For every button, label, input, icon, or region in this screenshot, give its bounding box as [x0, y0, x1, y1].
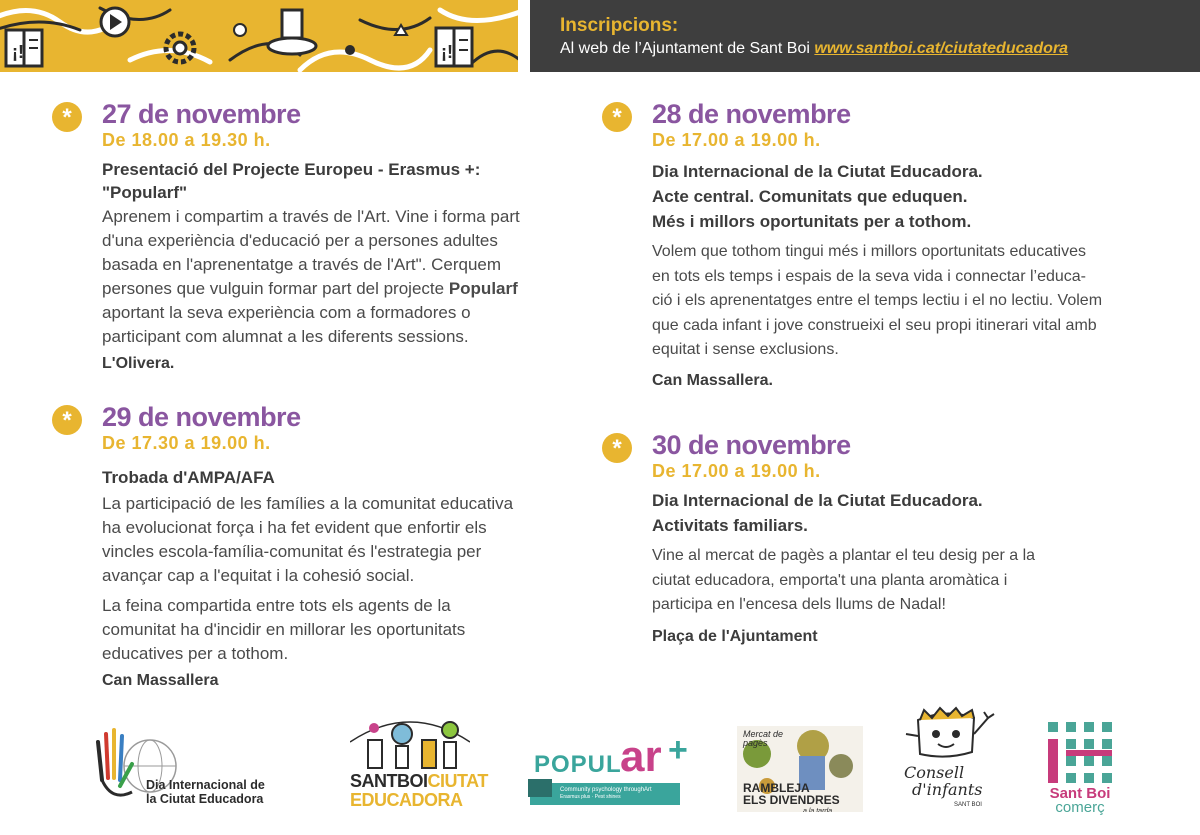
- event-title-line: Activitats familiars.: [652, 516, 808, 535]
- cup-icon: [268, 10, 316, 54]
- logo-consell-infants: [898, 704, 998, 814]
- event-date: 27 de novembre: [102, 99, 301, 129]
- logo-text: la Ciutat Educadora: [146, 792, 264, 806]
- logo-text: CIUTAT: [427, 771, 488, 791]
- project-name: Popularf: [448, 279, 518, 298]
- children-drawing-icon: [350, 712, 470, 774]
- event-body-line: participa en l'encesa dels llums de Nadal!: [652, 596, 946, 613]
- event-title-line: Més i millors oportunitats per a tothom.: [652, 212, 972, 231]
- logo-text: RAMBLEJA: [743, 781, 810, 795]
- logo-text: Dia Internacional de: [146, 778, 265, 792]
- logo-text: POPUL: [534, 751, 622, 778]
- event-body-line: Volem que tothom tingui més i millors oportunitats educatives: [652, 243, 1086, 260]
- inscriptions-line: [560, 38, 1200, 60]
- event-place: Can Massallera: [102, 672, 219, 689]
- event-body-line: avançar cap a l'equitat i la cohesió social.: [102, 566, 415, 585]
- svg-text:¡!: ¡!: [441, 42, 453, 62]
- bullet-icon: *: [602, 433, 632, 463]
- event-body-line: vincles escola-família-comunitat és l'estrategia per: [102, 542, 482, 561]
- logo-dia-internacional: [92, 722, 292, 812]
- plus-icon: +: [668, 731, 688, 769]
- event-body-line: persones que vulguin formar part del projecte Popularf: [102, 279, 518, 298]
- event-title-line: "Popularf": [102, 183, 188, 202]
- logo-text: Erasmus plus · Pest shines: [560, 794, 621, 800]
- svg-text:¡!: ¡!: [12, 42, 24, 62]
- event-time: De 17.30 a 19.00 h.: [102, 433, 271, 453]
- logo-text: SANTBOI: [350, 771, 428, 791]
- event-body-line: basada en l'aprenentatge a través de l'Art". Cerquem: [102, 255, 502, 274]
- event-body-line: La participació de les famílies a la comunitat educativa: [102, 494, 514, 513]
- logo-text: ELS DIVENDRES: [743, 793, 840, 807]
- event-body-line: Aprenem i compartim a través de l'Art. Vine i forma part: [102, 207, 520, 226]
- logo-text: comerç: [1055, 799, 1105, 816]
- logo-text: Community psychology throughArt: [560, 787, 652, 793]
- logo-text: pagès: [743, 738, 768, 748]
- event-body-line: La feina compartida entre tots els agents de la: [102, 596, 451, 615]
- logo-santboi-ciutat-educadora: [342, 712, 492, 812]
- logo-text: Mercat de: [743, 729, 784, 739]
- event-title-line: Dia Internacional de la Ciutat Educadora.: [652, 162, 983, 181]
- book-icon: [6, 30, 42, 66]
- event-body-line: educatives per a tothom.: [102, 644, 289, 663]
- header-illustration: [0, 0, 518, 72]
- event-title: Trobada d'AMPA/AFA: [102, 468, 275, 487]
- logo-text: d'infants: [912, 780, 983, 799]
- inscriptions-banner: [530, 0, 1200, 72]
- event-time: De 17.00 a 19.00 h.: [652, 461, 821, 481]
- event-place: Can Massallera.: [652, 371, 773, 389]
- event-body-line: Vine al mercat de pagès a plantar el teu desig per a la: [652, 547, 1036, 564]
- play-icon: [101, 8, 129, 36]
- event-title-line: Acte central. Comunitats que eduquen.: [652, 187, 968, 206]
- logo-rambleja: [737, 726, 863, 812]
- comerc-grid-icon: [1048, 722, 1112, 784]
- inscriptions-link[interactable]: www.santboi.cat/ciutateducadora: [814, 40, 1069, 57]
- bullet-icon: *: [602, 102, 632, 132]
- event-date: 30 de novembre: [652, 430, 851, 460]
- event-body-line: ció i els aprenentatges entre el temps lectiu i el no lectiu. Volem: [652, 292, 1103, 309]
- event-body-line: participant com alumnat a les diferents sessions.: [102, 327, 469, 346]
- book-icon: [436, 28, 472, 66]
- event-body-line: d'una experiència d'educació per a persones adultes: [102, 231, 498, 250]
- event-date: 29 de novembre: [102, 402, 301, 432]
- logo-santboi-comerc: [1044, 722, 1116, 814]
- inscriptions-text: Al web de l’Ajuntament de Sant Boi: [560, 40, 810, 57]
- bullet-icon: *: [52, 102, 82, 132]
- event-title-line: Presentació del Projecte Europeu - Erasmus +:: [102, 160, 481, 179]
- event-28-novembre: [652, 99, 1172, 392]
- kid-face-icon: [898, 704, 996, 764]
- popular-banner: [530, 783, 680, 805]
- event-body-line: comunitat ha d'incidir en millorar les oportunitats: [102, 620, 466, 639]
- event-29-novembre: [102, 402, 572, 692]
- books-icon: [528, 779, 552, 797]
- event-body-line: ha evolucionat força i ha fet evident que enfortir els: [102, 518, 487, 537]
- logo-text: Consell: [904, 763, 965, 782]
- logo-text: a la tarda: [803, 808, 833, 812]
- event-place: Plaça de l'Ajuntament: [652, 627, 818, 645]
- event-date: 28 de novembre: [652, 99, 851, 129]
- event-time: De 17.00 a 19.00 h.: [652, 130, 821, 150]
- event-body-line: aportant la seva experiència com a formadores o: [102, 303, 471, 322]
- event-body-line: equitat i sense exclusions.: [652, 341, 839, 358]
- logo-text: Sant Boi: [1049, 785, 1111, 802]
- event-27-novembre: [102, 99, 572, 375]
- logo-popular: [528, 733, 694, 809]
- event-time: De 18.00 a 19.30 h.: [102, 130, 271, 150]
- bullet-icon: *: [52, 405, 82, 435]
- event-place: L'Olivera.: [102, 355, 175, 372]
- logo-text: EDUCADORA: [350, 790, 463, 810]
- event-title-line: Dia Internacional de la Ciutat Educadora.: [652, 491, 983, 510]
- event-body-line: ciutat educadora, emporta't una planta aromàtica i: [652, 571, 1008, 589]
- event-body-line: que cada infant i jove construeixi el seu propi itinerari vital amb: [652, 316, 1097, 334]
- logo-text: SANT BOI: [954, 802, 982, 808]
- inscriptions-title: Inscripcions:: [560, 15, 679, 36]
- event-body-line: en tots els temps i espais de la seva vida i connectar l’educa-: [652, 267, 1087, 285]
- logo-text: ar: [620, 732, 662, 781]
- event-30-novembre: [652, 430, 1172, 648]
